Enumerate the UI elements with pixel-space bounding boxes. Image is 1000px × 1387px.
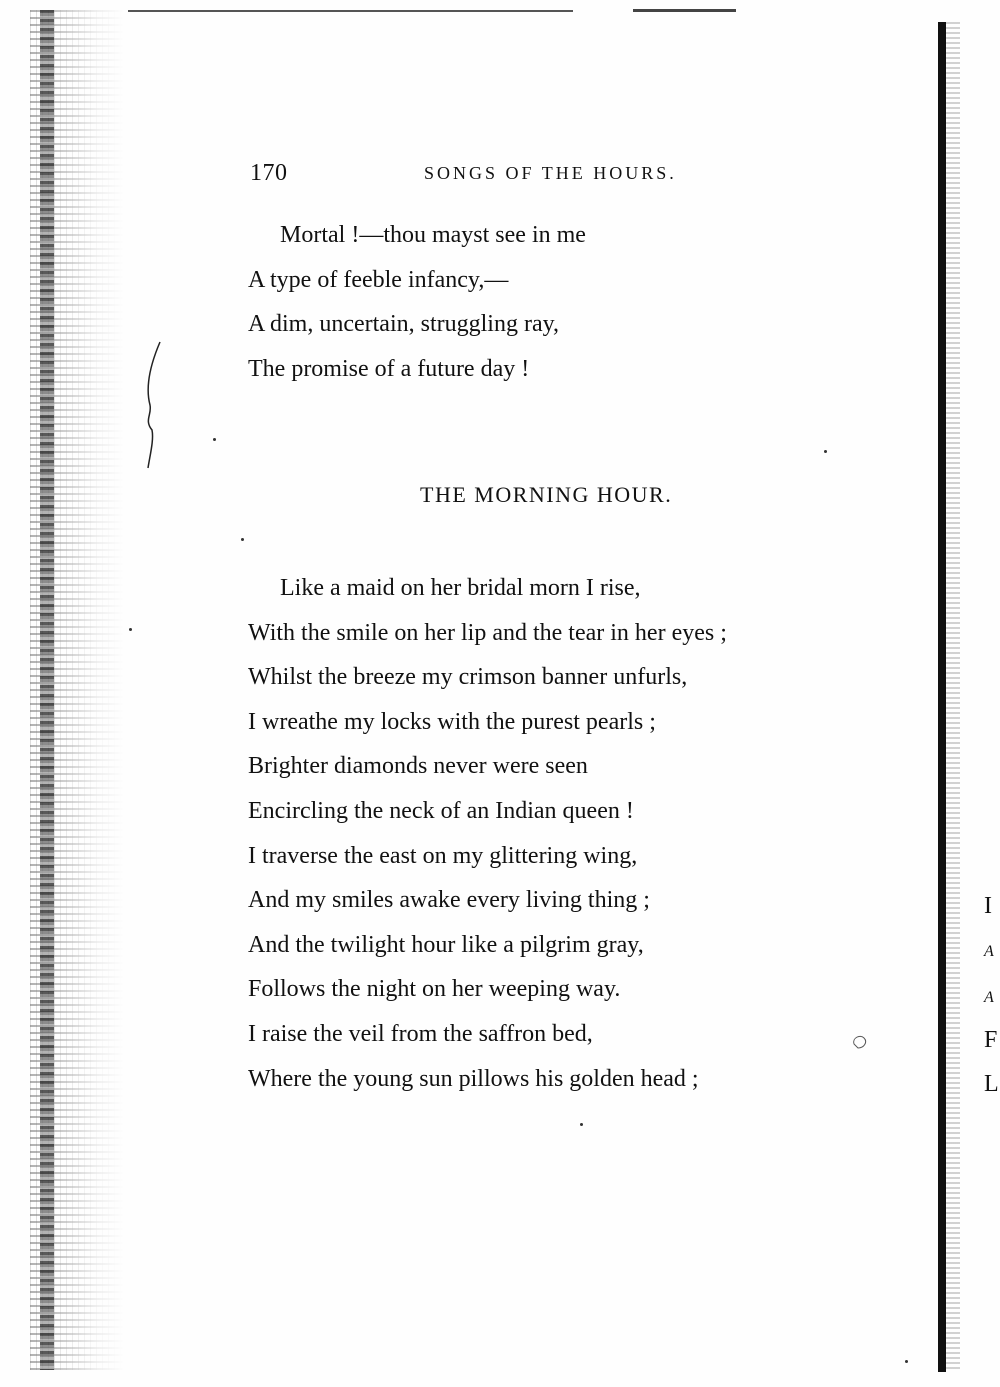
ink-speck xyxy=(241,538,244,541)
right-page-edge xyxy=(938,22,946,1372)
verse-line: And my smiles awake every living thing ; xyxy=(248,887,650,914)
verse-line: I wreathe my locks with the purest pearls ; xyxy=(248,708,656,735)
ink-speck xyxy=(824,450,827,453)
verse-line: I raise the veil from the saffron bed, xyxy=(248,1020,593,1047)
verse-line: Like a maid on her bridal morn I rise, xyxy=(280,575,641,601)
facing-page-letter: I xyxy=(984,893,992,919)
ink-speck xyxy=(129,628,132,631)
poem-title: THE MORNING HOUR. xyxy=(420,482,673,507)
ink-speck xyxy=(580,1123,583,1126)
paper-blemish-icon xyxy=(848,1030,872,1054)
verse-line: Encircling the neck of an Indian queen ! xyxy=(248,797,634,824)
facing-page-letter: A xyxy=(984,943,994,960)
ink-speck xyxy=(905,1360,908,1363)
verse-line: Where the young sun pillows his golden head ; xyxy=(248,1065,699,1092)
top-page-edge xyxy=(128,10,573,12)
verse-line: A type of feeble infancy,— xyxy=(248,266,509,293)
verse-line: A dim, uncertain, struggling ray, xyxy=(248,311,560,338)
verse-line: Follows the night on her weeping way. xyxy=(248,976,621,1003)
verse-line: Whilst the breeze my crimson banner unfurls, xyxy=(248,664,688,691)
verse-line: And the twilight hour like a pilgrim gray, xyxy=(248,931,644,958)
running-title: SONGS OF THE HOURS. xyxy=(424,163,677,183)
facing-page-letter: A xyxy=(984,989,994,1006)
verse-line: The promise of a future day ! xyxy=(248,355,530,382)
facing-page-letter: F xyxy=(984,1027,998,1053)
binding-shadow xyxy=(40,10,54,1370)
verse-line: With the smile on her lip and the tear in her eyes ; xyxy=(248,619,727,646)
margin-pencil-bracket-icon xyxy=(140,340,170,470)
facing-page-letter: L xyxy=(984,1071,999,1097)
top-page-edge-mark xyxy=(633,9,736,12)
right-page-edge-texture xyxy=(946,22,960,1372)
stanza-one xyxy=(248,213,586,391)
verse-line: Brighter diamonds never were seen xyxy=(248,753,588,780)
ink-speck xyxy=(213,438,216,441)
poem-body xyxy=(248,566,727,1101)
page-number: 170 xyxy=(250,160,288,186)
verse-line: I traverse the east on my glittering wing, xyxy=(248,842,638,869)
verse-line: Mortal !—thou mayst see in me xyxy=(280,222,586,248)
